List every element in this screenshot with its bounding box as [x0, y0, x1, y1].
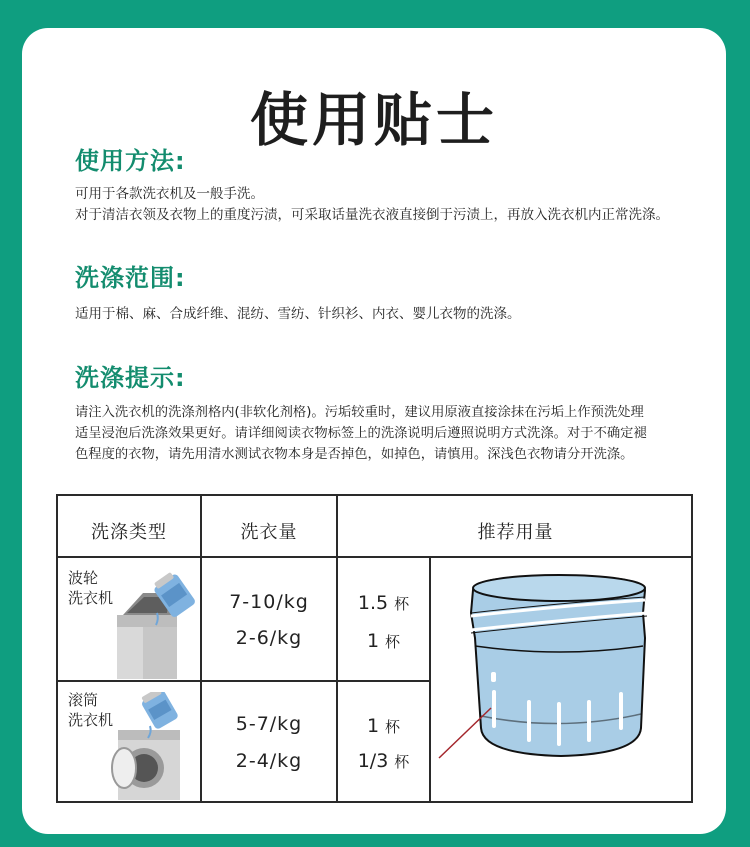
- dose-value: 1 杯: [366, 630, 401, 652]
- dose-value: 1 杯: [366, 715, 401, 737]
- scope-line: 适用于棉、麻、合成纤维、混纺、雪纺、针织衫、内衣、婴儿衣物的洗涤。: [75, 306, 521, 322]
- header-type: 洗涤类型: [91, 522, 167, 543]
- measuring-cup-icon: [431, 558, 693, 803]
- usage-text: [75, 184, 700, 226]
- scope-text: [75, 304, 700, 325]
- usage-line: 对于清洁衣领及衣物上的重度污渍，可采取话量洗衣液直接倒于污渍上，再放入洗衣机内正常洗涤。: [75, 207, 669, 223]
- page-title: 使用贴士: [249, 86, 498, 154]
- tips-heading: 洗涤提示:: [75, 364, 186, 392]
- tips-line: 请注入洗衣机的洗涤剂格内(非软化剂格)。污垢较重时，建议用原液直接涂抹在污垢上作预洗处理: [75, 405, 644, 420]
- scope-heading: 洗涤范围:: [75, 264, 186, 292]
- load-value: 5-7/kg: [235, 713, 303, 735]
- type-label-line: 滚筒: [68, 691, 99, 709]
- type-label-line: 洗衣机: [68, 711, 114, 729]
- usage-heading: 使用方法:: [75, 147, 186, 175]
- type-top-loader: [68, 568, 113, 608]
- dose-value: 1/3 杯: [357, 750, 410, 772]
- header-load: 洗衣量: [240, 522, 298, 543]
- tips-line: 适呈浸泡后洗涤效果更好。请详细阅读衣物标签上的洗涤说明后遵照说明方式洗涤。对于不确定褪: [75, 426, 647, 441]
- top-loader-washer-icon: [113, 571, 199, 681]
- dose-value: 1.5 杯: [357, 592, 410, 614]
- load-value: 7-10/kg: [229, 591, 309, 613]
- tips-text: [75, 402, 700, 465]
- front-loader-washer-icon: [98, 692, 198, 802]
- dosage-table: [56, 494, 693, 803]
- type-label-line: 洗衣机: [68, 589, 114, 607]
- load-value: 2-4/kg: [235, 750, 303, 772]
- usage-line: 可用于各款洗衣机及一般手洗。: [75, 186, 264, 202]
- header-dosage: 推荐用量: [477, 522, 554, 543]
- load-value: 2-6/kg: [235, 627, 303, 649]
- tips-line: 色程度的衣物，请先用清水测试衣物本身是否掉色，如掉色，请慎用。深浅色衣物请分开洗涤。: [75, 447, 634, 462]
- type-label-line: 波轮: [68, 569, 99, 587]
